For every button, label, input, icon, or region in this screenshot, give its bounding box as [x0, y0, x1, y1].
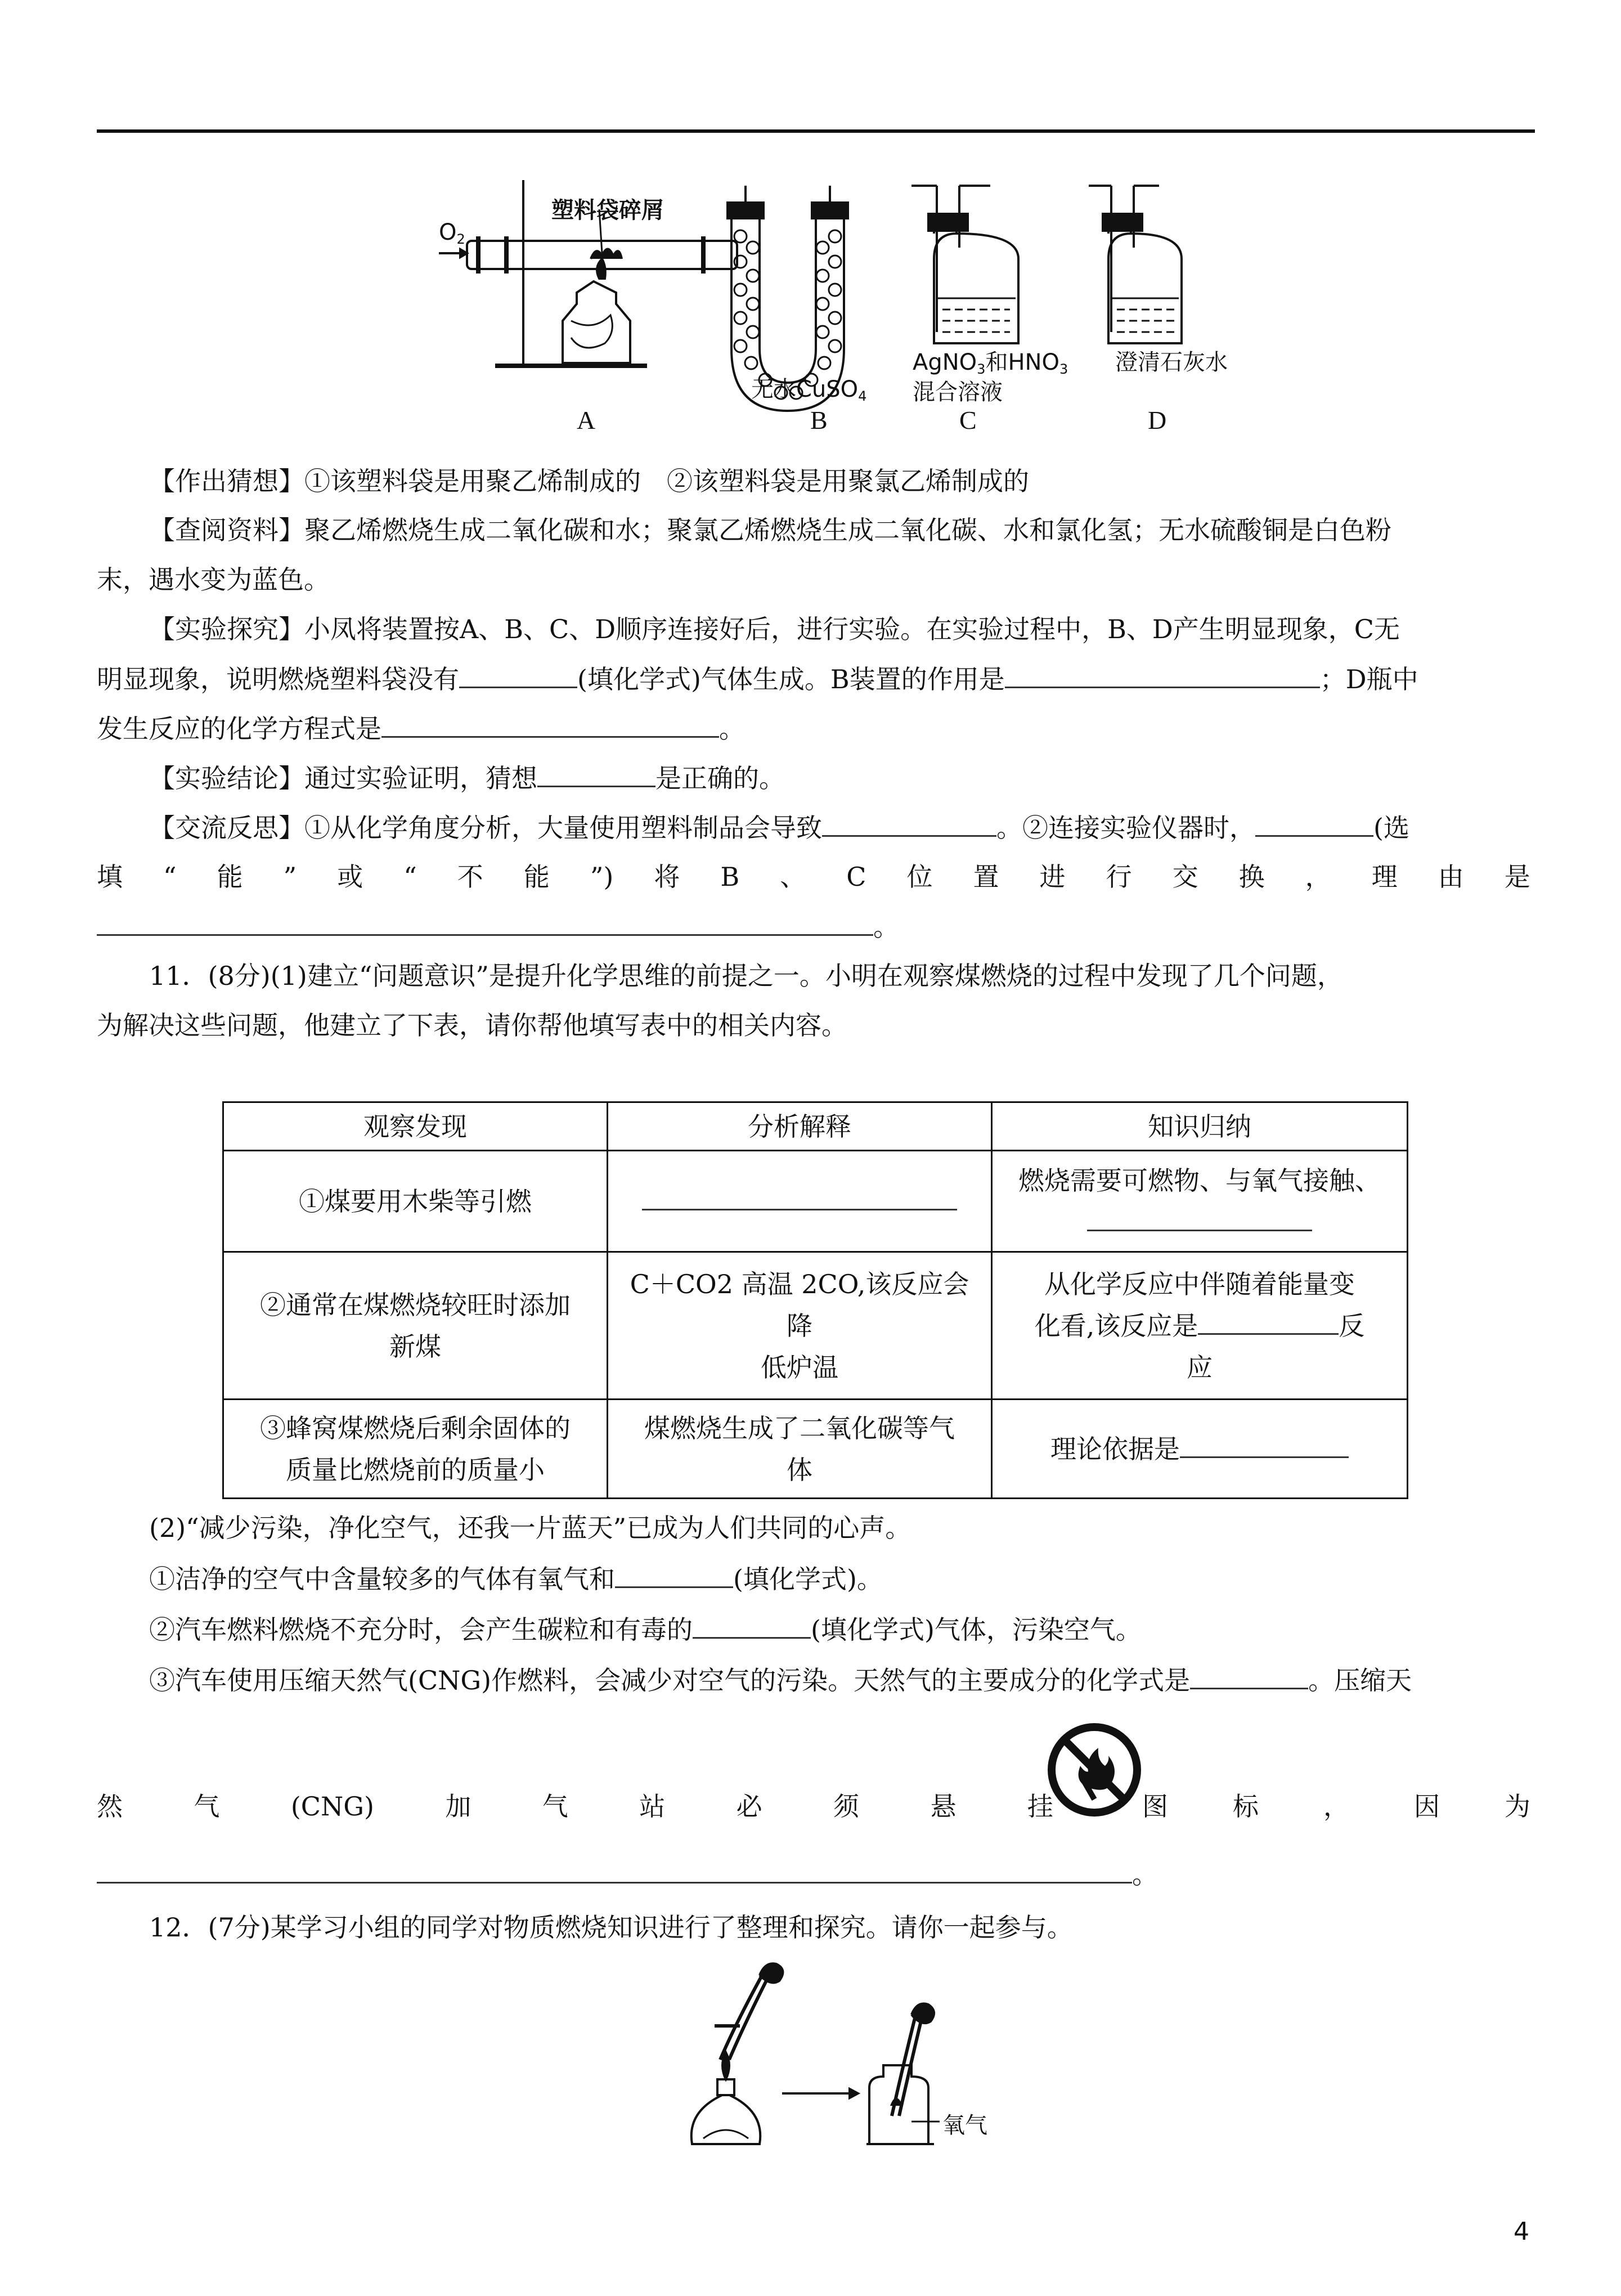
- part2-line-4-right: 图 标 ， 因 为: [1142, 1791, 1530, 1822]
- letter-a: A: [577, 406, 596, 434]
- conclusion-line: 【实验结论】通过实验证明，猜想 是正确的。: [149, 761, 785, 795]
- reference-line-2: 末，遇水变为蓝色。: [97, 564, 330, 595]
- letter-d: D: [1148, 406, 1167, 434]
- question-11-line-2: 为解决这些问题，他建立了下表，请你帮他填写表中的相关内容。: [97, 1010, 847, 1041]
- table-cell: ②通常在煤燃烧较旺时添加 新煤: [223, 1252, 608, 1400]
- reflection-line-1: 【交流反思】①从化学角度分析，大量使用塑料制品会导致 。②连接实验仪器时， (选: [149, 810, 1409, 845]
- answer-blank[interactable]: [1198, 1308, 1339, 1335]
- reflection-line-2: 填 “ 能 ” 或 “ 不 能 ”) 将 B 、 C 位 置 进 行 交 换 ， 理 由 是: [97, 862, 1530, 892]
- table-cell: 燃烧需要可燃物、与氧气接触、: [992, 1151, 1408, 1252]
- answer-blank[interactable]: [1180, 1432, 1349, 1458]
- table-cell: ③蜂窝煤燃烧后剩余固体的 质量比燃烧前的质量小: [223, 1400, 608, 1499]
- answer-blank[interactable]: [1255, 810, 1373, 837]
- letter-b: B: [810, 406, 828, 434]
- question-12-line: 12．(7分)某学习小组的同学对物质燃烧知识进行了整理和探究。请你一起参与。: [149, 1912, 1073, 1943]
- table-header: 知识归纳: [992, 1102, 1408, 1151]
- answer-blank[interactable]: [97, 1857, 1132, 1884]
- answer-blank[interactable]: [537, 761, 655, 787]
- question-11-line-1: 11．(8分)(1)建立“问题意识”是提升化学思维的前提之一。小明在观察煤燃烧的过程中发现了几个问题，: [149, 961, 1343, 991]
- letter-c: C: [959, 406, 977, 434]
- table-cell: C＋CO2 高温 2CO,该反应会降 低炉温: [608, 1252, 992, 1400]
- part2-line-5: 。: [97, 1857, 1158, 1891]
- answer-blank[interactable]: [642, 1184, 957, 1210]
- label-oxygen: 氧气: [942, 2113, 987, 2138]
- experiment-line-2: 明显现象，说明燃烧塑料袋没有 (填化学式)气体生成。B装置的作用是 ；D瓶中: [97, 662, 1418, 696]
- apparatus-d: [1089, 186, 1182, 343]
- answer-blank[interactable]: [1190, 1663, 1308, 1689]
- no-fire-icon: [1047, 1722, 1142, 1818]
- answer-blank[interactable]: [97, 909, 873, 936]
- answer-blank[interactable]: [693, 1612, 811, 1639]
- part2-line-1: ①洁净的空气中含量较多的气体有氧气和 (填化学式)。: [149, 1562, 883, 1596]
- label-d-reagent: 澄清石灰水: [1115, 349, 1228, 375]
- part2-line-3: ③汽车使用压缩天然气(CNG)作燃料，会减少对空气的污染。天然气的主要成分的化学式是 。压缩天: [149, 1663, 1412, 1697]
- reflection-line-3: 。: [97, 909, 899, 944]
- table-cell: 从化学反应中伴随着能量变 化看,该反应是 反 应: [992, 1252, 1408, 1400]
- experiment-line-3: 发生反应的化学方程式是 。: [97, 711, 745, 746]
- answer-blank[interactable]: [459, 662, 577, 688]
- experiment-line-1: 【实验探究】小凤将装置按A、B、C、D顺序连接好后，进行实验。在实验过程中，B、D产生明显现象，C无: [149, 614, 1400, 644]
- answer-blank[interactable]: [1005, 662, 1320, 688]
- apparatus-c: [911, 186, 1018, 343]
- hypothesis-line: 【作出猜想】①该塑料袋是用聚乙烯制成的 ②该塑料袋是用聚氯乙烯制成的: [149, 466, 1029, 496]
- label-c-mixture: 混合溶液: [913, 379, 1003, 405]
- label-c-reagent: AgNO3和HNO3: [913, 349, 1068, 378]
- answer-blank[interactable]: [381, 711, 719, 738]
- answer-blank[interactable]: [1087, 1205, 1312, 1231]
- part2-line-4-left: 然 气 (CNG) 加 气 站 必 须 悬 挂: [97, 1791, 1053, 1822]
- table-cell: ①煤要用木柴等引燃: [223, 1151, 608, 1252]
- table-header: 分析解释: [608, 1102, 992, 1151]
- table-cell: [608, 1151, 992, 1252]
- label-o2-inlet: O2: [439, 219, 465, 248]
- answer-blank[interactable]: [615, 1562, 733, 1588]
- table-cell: 理论依据是: [992, 1400, 1408, 1499]
- header-rule: [97, 129, 1535, 133]
- answer-blank[interactable]: [822, 810, 996, 837]
- page-number: 4: [1514, 2217, 1529, 2246]
- label-b-reagent: 无水CuSO4: [751, 376, 867, 405]
- part2-intro: (2)“减少污染，净化空气，还我一片蓝天”已成为人们共同的心声。: [149, 1513, 911, 1543]
- table-cell: 煤燃烧生成了二氧化碳等气 体: [608, 1400, 992, 1499]
- table-header: 观察发现: [223, 1102, 608, 1151]
- observation-table: [222, 1101, 1408, 1499]
- part2-line-2: ②汽车燃料燃烧不充分时，会产生碳粒和有毒的 (填化学式)气体，污染空气。: [149, 1612, 1142, 1647]
- label-plastic-bag: 塑料袋碎屑: [551, 198, 664, 223]
- reference-line-1: 【查阅资料】聚乙烯燃烧生成二氧化碳和水；聚氯乙烯燃烧生成二氧化碳、水和氯化氢；无水硫酸铜是白色粉: [149, 515, 1391, 545]
